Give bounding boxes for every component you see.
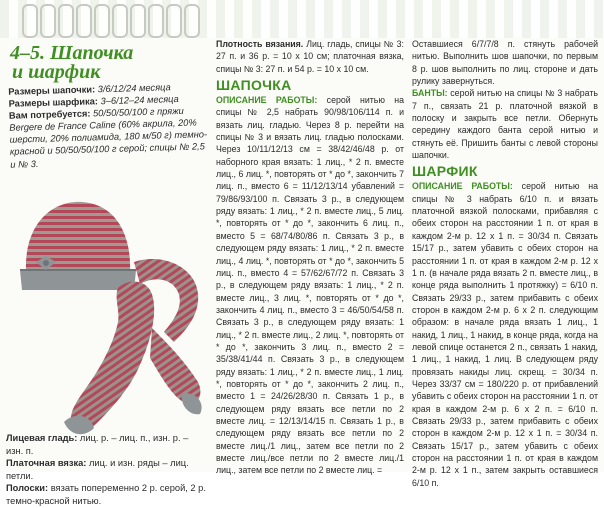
- spiral-ring: [130, 4, 146, 38]
- scarf-sizes-label: Размеры шарфика:: [8, 96, 99, 109]
- hat-sizes-value: 3/6/12/24 месяца: [97, 82, 171, 95]
- garter-text: лиц. и изн. ряды – лиц. петли.: [6, 458, 189, 481]
- materials-label: Вам потребуется:: [8, 108, 91, 121]
- stockinette-label: Лицевая гладь:: [6, 433, 78, 443]
- garter-note: [6, 457, 208, 482]
- stripes-note: [6, 482, 208, 507]
- bows-text: серой нитью на спицы № 3 набрать 7 п., связать 21 р. платочной вязкой в полоску и закрыть все петли. Обернуть середину каждого банта серой нитью и стянуть её. Пришить банты с левой стороны шапочки.: [412, 88, 598, 161]
- title-line-1: 4–5. Шапочка: [10, 42, 134, 64]
- spiral-ring: [40, 4, 56, 38]
- stockinette-text: лиц. р. – лиц. п., изн. р. – изн. п.: [6, 433, 189, 456]
- scarf-work-label: ОПИСАНИЕ РАБОТЫ:: [412, 181, 513, 192]
- materials-needed: [9, 104, 209, 170]
- left-column: [0, 40, 210, 506]
- scarf-heading: ШАРФИК: [412, 163, 478, 180]
- middle-column: [212, 38, 406, 476]
- stripes-text: вязать попеременно 2 р. серой, 2 р. темно-красной нитью.: [6, 483, 206, 506]
- right-column: [408, 38, 600, 488]
- materials-block: [0, 76, 212, 170]
- hat-work-label: ОПИСАНИЕ РАБОТЫ:: [216, 95, 318, 106]
- spiral-binding: [0, 0, 604, 38]
- bows-label: БАНТЫ:: [412, 88, 448, 99]
- hat-sizes-label: Размеры шапочки:: [8, 84, 96, 97]
- stockinette-note: [6, 432, 208, 457]
- hat-image: [20, 202, 136, 290]
- hat-text: серой нитью на спицы № 2,5 набрать 90/98/106/114 п. и вязать лиц. гладью. Через 8 р. перейти на спицы № 3 и вязать лиц. гладью полосками. Через 10/11/12/13 см = 38/42/46/48 р. от наборного края вязать: 1 лиц., * 2 п. вместе лиц., 6 лиц. *, повторять от * до *, закончить 7 лиц. п., вместо 6 = 11/12/13/14 убавлений = 79/86/93/100 п. Связать 3 р., в следующем ряду вязать: 1 лиц., * 2 п. вместе лиц., 5 лиц. *, повторять от * до *, закончить 6 лиц. п., вместо 5 = 68/74/80/86 п. Связать 3 р., в следующем ряду вязать: 1 лиц., * 2 п. вместе лиц., 4 лиц. *, повторять от * до *, закончить 5 лиц. п., вместо 4 = 57/62/67/72 п. Связать 3 р., в следующем ряду вязать: 1 лиц., * 2 п. вместе лиц., 3 лиц. *, повторять от * до *, закончить 4 лиц. п., вместо 3 = 46/50/54/58 п. Связать 3 р., в следующем ряду вязать: 1 лиц., * 2 п. вместе лиц., 2 лиц. *, повторять от * до *, закончить 3 лиц. п., вместо 2 = 35/38/41/44 п. Связать 3 р., в следующем ряду вязать: 1 лиц., * 2 п. вместе лиц., 1 лиц. *, повторять от * до *, закончить 2 лиц. п., вместо 1 = 24/26/28/30 п. Связать 1 р., в следующем ряду вязать все петли по 2 вместе лиц. = 12/13/14/15 п. Связать 1 р., в следующем ряду вязать все петли по 2 вместе лиц./1 лиц., затем все петли по 2 вместе лиц./все петли по 2 вместе лиц./1 лиц., затем все петли по 2 вместе лиц. =: [216, 95, 404, 476]
- gauge-text: Лиц. гладь, спицы № 3: 27 п. и 36 р. = 10 х 10 см; платочная вязка, спицы № 3: 27 п. и 54 р. = 10 х 10 см.: [216, 39, 404, 74]
- hat-heading: ШАПОЧКА: [216, 77, 292, 94]
- hat-finish-paragraph: Оставшиеся 6/7/7/8 п. стянуть рабочей нитью. Выполнить шов шапочки, по первым 8 р. шов выполнить по лиц. стороне и дать рулику завернуться.: [412, 39, 598, 87]
- gauge-label: Плотность вязания.: [216, 39, 304, 49]
- scarf-text: серой нитью на спицы № 3 набрать 6/10 п. и вязать платочной вязкой полосками, прибавляя с обеих сторон на расстоянии 1 п. от края в каждом 2-м р. 12 х 1 п. = 30/34 п. Связать 15/17 р., затем убавить с обеих сторон на расстоянии 1 п. от края в каждом 2-м р. 12 х 1 п. (в начале ряда вязать 2 п. вместе лиц., в конце ряда выполнить 1 протяжку) = 6/10 п. Связать 29/33 р., затем прибавить с обеих сторон в каждом 2-м р. 6 х 2 п. следующим образом: в начале ряда вязать 1 лиц., 1 накид, 1 лиц., 1 накид, в конце ряда, когда на левой спице останется 2 п., связать 1 накид, 1 лиц., 1 накид, 1 лиц. В следующем ряду провязать накиды лиц. скрещ. = 30/34 п. Через 33/37 см = 180/220 р. от прибавлений убавить с обеих сторон на расстоянии 1 п. от края в каждом 2-м р. 6 х 2 п. = 6/10 п. Связать 29/33 р., затем прибавить с обеих сторон в каждом 2-м р. 12 х 1 п. = 30/34 п. Связать 15/17 р., затем убавить с обеих сторон на расстоянии 1 п. от края в каждом 2-м р. 12 х 1 п., затем закрыть оставшиеся 6/10 п.: [412, 181, 598, 488]
- spiral-ring: [184, 4, 200, 38]
- spiral-ring: [94, 4, 110, 38]
- stitch-notes: [6, 432, 208, 508]
- spiral-ring: [58, 4, 74, 38]
- scarf-sizes-value: 3–6/12–24 месяца: [100, 94, 179, 107]
- hat-instructions: [212, 94, 406, 477]
- spiral-ring: [166, 4, 182, 38]
- bows-paragraph: [408, 87, 600, 161]
- materials-value: 50/50/50/100 г пряжи Bergere de France Caline (60% акрила, 20% шерсти, 20% полиамида, 180 м/50 г) темно-красной и 50/50/50/100 г серой; спицы № 2,5 и № 3.: [9, 106, 208, 170]
- spiral-ring: [76, 4, 92, 38]
- hat-and-scarf-photo: [14, 192, 208, 462]
- spiral-ring: [22, 4, 38, 38]
- gauge-paragraph: [212, 38, 406, 75]
- stripes-label: Полоски:: [6, 483, 49, 494]
- title-line-2: и шарфик: [12, 61, 101, 83]
- spiral-ring: [112, 4, 128, 38]
- spiral-ring: [148, 4, 164, 38]
- garter-label: Платочная вязка:: [6, 458, 87, 469]
- scarf-instructions: [408, 180, 600, 489]
